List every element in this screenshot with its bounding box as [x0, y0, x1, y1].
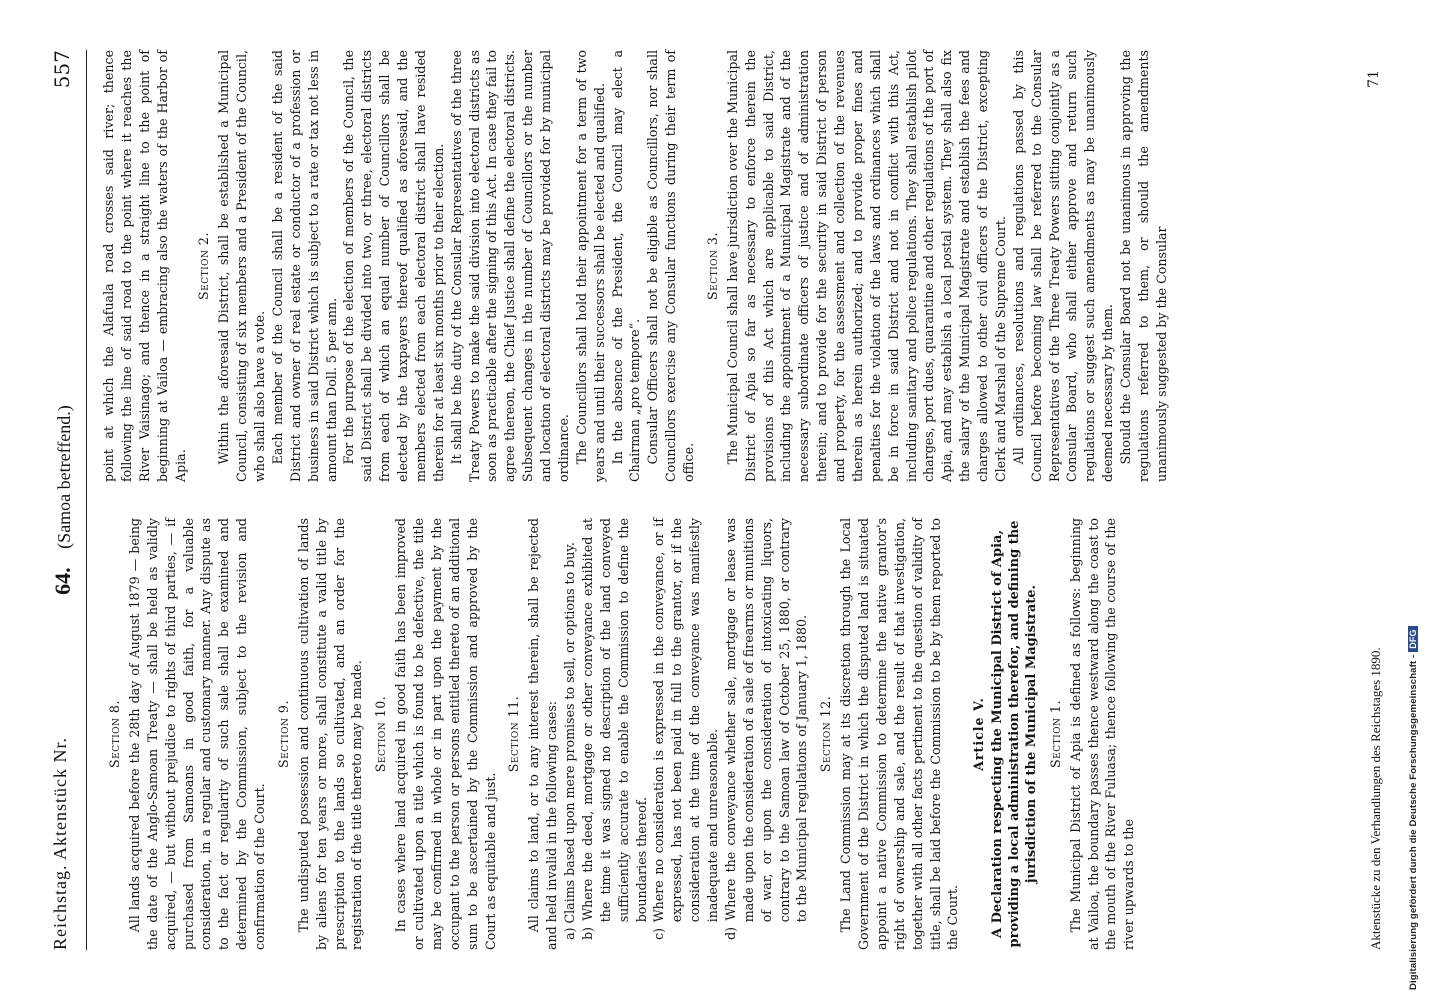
list-item: c) Where no consideration is expressed in the conveyance, or if expressed, has not been paid in full to the grantor, or if the consideration at the time of the conveyance was manifestly inadequate and unreasonable.: [651, 518, 720, 940]
document-title: (Samoa betreffend.): [54, 405, 74, 549]
paragraph: All ordinances, resolutions and regulations passed by this Council before becoming law shall be referred to the Consular Representatives of the Three Treaty Powers sitting conjointly as a Consular Board, who shall either approve and return such regulations or suggest such amendments as may be unanimously deemed necessary by them.: [1010, 50, 1116, 482]
section-heading: Section 8.: [107, 700, 122, 768]
digitization-credit: [1408, 626, 1419, 990]
list-item: d) Where the conveyance whether sale, mortgage or lease was made upon the consideration of a sale of firearms or munitions of war, or upon the consideration of intoxicating liquors, contrary to the Samoan law of October 25, 1880, or contrary to the Municipal regulations of January 1, 1880.: [722, 518, 810, 940]
column-right: [100, 50, 1346, 482]
paragraph: Should the Consular Board not be unanimous in approving the regulations referred to them, or should the amendments unanimously suggested by the Consular: [1118, 50, 1169, 482]
paragraph: The undisputed possession and continuous cultivation of lands by aliens for ten years or more, shall constitute a valid title by prescription to the lands so cultivated, and an order for the registration of the title thereto may be made.: [295, 518, 365, 950]
dfg-logo-badge: DFG: [1408, 626, 1418, 651]
section-heading: Section 11.: [506, 695, 522, 773]
paragraph: It shall be the duty of the Consular Representatives of the three Treaty Powers to make the said division into electoral districts as soon as practicable after the signing of this Act. In case they fail to agree thereon, the Chief Justice shall define the electoral districts. Subsequent changes in the number of Councillors or the number and location of electoral districts may be provided for by municipal ordinance.: [448, 50, 571, 482]
document-number: 64.: [50, 567, 75, 595]
section-heading: Section 2.: [196, 232, 212, 300]
section-heading: Section 9.: [275, 700, 291, 768]
section-heading: Section 3.: [704, 232, 720, 300]
header-center: [50, 50, 76, 950]
paragraph: The Land Commission may at its discretion through the Local Government of the District in which the disputed land is situated appoint a native Commission to determine the native grantor's right of ownership and sale, and the result of that investigation, together with all other facts pertinent to the question of validity of title, shall be laid before the Commission to be by them reported to the Court.: [838, 518, 961, 950]
section-heading: Section 1.: [1047, 700, 1063, 768]
column-left: [100, 518, 1346, 950]
paragraph: In cases where land acquired in good faith has been improved or cultivated upon a title which is found to be defective, the title may be confirmed in whole or in part upon the payment by the occupant to the person or persons entitled thereto of an additional sum to be ascertained by the Commission and approved by the Court as equitable and just.: [393, 518, 498, 950]
text-columns: [100, 50, 1346, 950]
list-item: a) Claims based upon mere promises to sell, or options to buy.: [562, 542, 577, 940]
paragraph: The Councillors shall hold their appointment for a term of two years and until their successors shall be elected and qualified.: [573, 50, 607, 482]
paragraph: All claims to land, or to any interest therein, shall be rejected and held invalid in the following cases:: [526, 518, 560, 950]
article-heading: Article V.: [971, 697, 987, 771]
list-item: b) Where the deed, mortgage or other conveyance exhibited at the time it was signed no description of the land conveyed sufficiently accurate to enable the Commission to define the boundaries thereof.: [579, 518, 649, 940]
article-title: A Declaration respecting the Municipal District of Apia, providing a local administration therefor, and defining the jurisdiction of the Municipal Magistrate.: [990, 520, 1039, 948]
paragraph: All lands acquired before the 28th day of August 1879 — being the date of the Anglo-Samoan Treaty — shall be held as validly acquired, — but without prejudice to rights of third parties, — if purchased from Samoans in good faith, for a valuable consideration, in a regular and customary manner. Any dispute as to the fact or regularity of such sale shall be examined and determined by the Commission, subject to the revision and confirmation of the Court.: [126, 518, 267, 950]
footer-sheet-number: 71: [1366, 70, 1382, 88]
page-number: 557: [50, 50, 74, 89]
paragraph: Within the aforesaid District, shall be established a Municipal Council, consisting of six members and a President of the Council, who shall also have a vote.: [216, 50, 267, 482]
paragraph: For the purpose of the election of members of the Council, the said District shall be divided into two, or three, electoral districts from each of which an equal number of Councillors shall be elected by the taxpayers thereof qualified as aforesaid, and the members elected from each electoral district shall have resided therein for at least six months prior to their election.: [341, 50, 446, 482]
header-rule: [86, 50, 87, 950]
section-heading: Section 12.: [818, 695, 834, 773]
running-head: [50, 50, 90, 950]
footer-signature: Aktenstücke zu den Verhandlungen des Reichstages 1890.: [1368, 647, 1383, 950]
paragraph: The Municipal District of Apia is defined as follows: beginning at Vailoa, the boundary passes thence westward along the coast to the mouth of the River Fuluasa; thence following the course of the river upwards to the: [1067, 518, 1137, 950]
paragraph: The Municipal Council shall have jurisdiction over the Municipal District of Apia so far as necessary to enforce therein the provisions of this Act which are applicable to said District, including the appointment of a Municipal Magistrate and of the necessary subordinate officers of justice and of administration therein; and to provide for the security in said District of person and property, for the assessment and collection of the revenues therein as herein authorized; and to provide proper fines and penalties for the violation of the laws and ordinances which shall be in force in said District and not in conflict with this Act, including sanitary and police regulations. They shall establish pilot charges, port dues, quarantine and other regulations of the port of Apia, and may establish a local postal system. They shall also fix the salary of the Municipal Magistrate and establish the fees and charges allowed to other civil officers of the District, excepting Clerk and Marshal of the Supreme Court.: [724, 50, 1008, 482]
section-heading: Section 10.: [373, 695, 389, 773]
paragraph-continued: point at which the Alafuala road crosses said river; thence following the line of said road to the point where it reaches the River Vaisinago; and thence in a straight line to the point of beginning at Vailoa — embracing also the waters of the Harbor of Apia.: [101, 50, 188, 482]
header-left: Reichstag. Aktenstück Nr.: [50, 737, 70, 950]
credit-text: Digitalisierung gefördert durch die Deutsche Forschungsgemeinschaft -: [1408, 654, 1419, 990]
document-page: [16, 10, 1416, 990]
paragraph: In the absence of the President, the Council may elect a Chairman „pro tempore“.: [609, 50, 643, 482]
paragraph: Consular Officers shall not be eligible as Councillors, nor shall Councillors exercise any Consular functions during their term of office.: [645, 50, 696, 482]
paragraph: Each member of the Council shall be a resident of the said District and owner of real estate or conductor of a profession or business in said District which is subject to a rate or tax not less in amount than Doll. 5 per ann.: [269, 50, 339, 482]
